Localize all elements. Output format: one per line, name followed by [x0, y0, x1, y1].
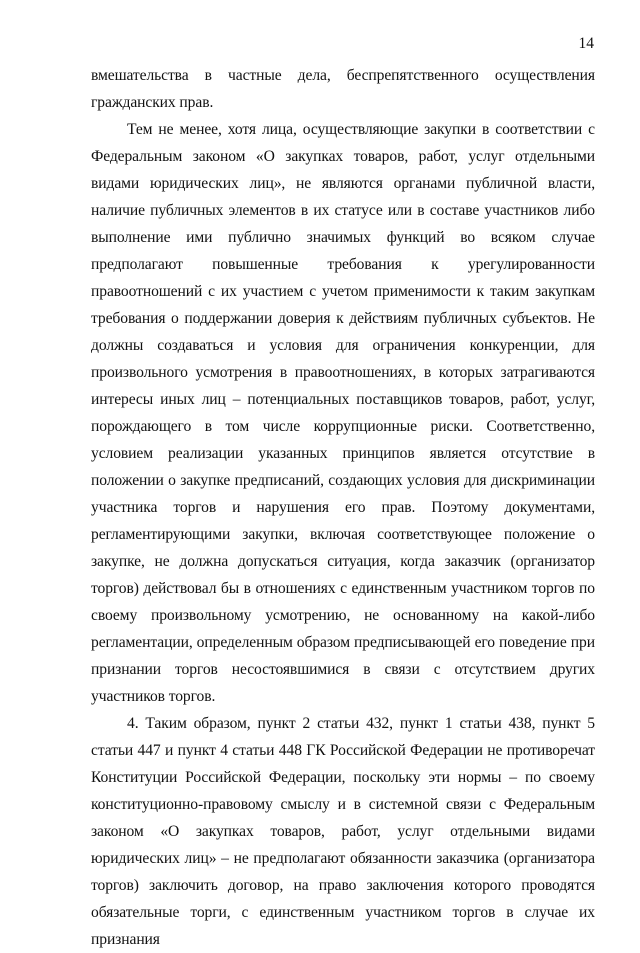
- paragraph-procurement-principles: Тем не менее, хотя лица, осуществляющие закупки в соответствии с Федеральным законом «О закупках товаров, работ, услуг отдельными видами юридических лиц», не являются органами публичной власти, наличие публичных элементов в их статусе или в составе участников либо выполнение ими публично значимых функций во всяком случае предполагают повышенные требования к урегулированности правоотношений с их участием с учетом применимости к таким закупкам требования о поддержании доверия к действиям публичных субъектов. Не должны создаваться и условия для ограничения конкуренции, для произвольного усмотрения в правоотношениях, в которых затрагиваются интересы иных лиц – потенциальных поставщиков товаров, работ, услуг, порождающего в том числе коррупционные риски. Соответственно, условием реализации указанных принципов является отсутствие в положении о закупке предписаний, создающих условия для дискриминации участника торгов и нарушения его прав. Поэтому документами, регламентирующими закупки, включая соответствующее положение о закупке, не должна допускаться ситуация, когда заказчик (организатор торгов) действовал бы в отношениях с единственным участником торгов по своему произвольному усмотрению, не основанному на какой-либо регламентации, определенным образом предписывающей его поведение при признании торгов несостоявшимися в связи с отсутствием других участников торгов.: [91, 121, 595, 705]
- page-number: 14: [578, 35, 594, 52]
- paragraph-continuation: вмешательства в частные дела, беспрепятственного осуществления гражданских прав.: [91, 67, 595, 111]
- document-body: [91, 62, 595, 953]
- paragraph-conclusion: 4. Таким образом, пункт 2 статьи 432, пункт 1 статьи 438, пункт 5 статьи 447 и пункт 4 статьи 448 ГК Российской Федерации не противоречат Конституции Российской Федерации, поскольку эти нормы – по своему конституционно-правовому смыслу и в системной связи с Федеральным законом «О закупках товаров, работ, услуг отдельными видами юридических лиц» – не предполагают обязанности заказчика (организатора торгов) заключить договор, на право заключения которого проводятся обязательные торги, с единственным участником торгов в случае их признания: [91, 715, 595, 948]
